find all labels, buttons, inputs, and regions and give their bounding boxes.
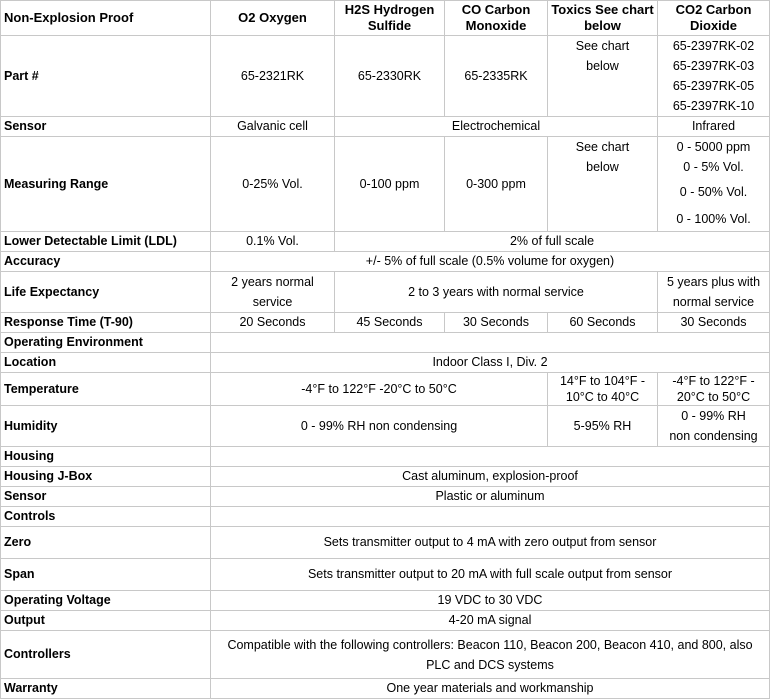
row-housing-jbox: [1, 467, 770, 487]
cell-value: 65-2321RK: [211, 36, 335, 117]
row-span: [1, 559, 770, 591]
text-line: -4°F to 122°F -: [672, 374, 755, 388]
row-label: Output: [1, 611, 211, 631]
row-accuracy: [1, 252, 770, 272]
row-ldl: [1, 232, 770, 252]
cell-value: 0 - 99% RH non condensing: [211, 406, 548, 447]
row-label: Warranty: [1, 679, 211, 699]
row-label: Sensor: [1, 487, 211, 507]
cell-value: [658, 137, 770, 232]
cell-value: -4°F to 122°F -20°C to 50°C: [211, 373, 548, 406]
row-location: [1, 353, 770, 373]
cell-value: 19 VDC to 30 VDC: [211, 591, 770, 611]
text-line: 0 - 100% Vol.: [676, 212, 751, 226]
cell-value: [211, 631, 770, 679]
cell-value: 45 Seconds: [335, 313, 445, 333]
cell-value: 60 Seconds: [548, 313, 658, 333]
section-controls: [1, 507, 770, 527]
row-label: Span: [1, 559, 211, 591]
cell-value: Cast aluminum, explosion-proof: [211, 467, 770, 487]
cell-value: 65-2330RK: [335, 36, 445, 117]
col-header-o2: O2 Oxygen: [211, 1, 335, 36]
cell-value: 4-20 mA signal: [211, 611, 770, 631]
text-line: service: [252, 295, 293, 309]
text-line: 2 years normal: [231, 275, 314, 289]
row-label: Zero: [1, 527, 211, 559]
cell-value: Indoor Class I, Div. 2: [211, 353, 770, 373]
col-header-h2s: H2S Hydrogen Sulfide: [335, 1, 445, 36]
section-label: Controls: [1, 507, 211, 527]
text-line: 10°C to 40°C: [565, 390, 640, 404]
text-line: 5 years plus with: [666, 275, 761, 289]
row-sensor: [1, 117, 770, 137]
cell-value: Infrared: [658, 117, 770, 137]
cell-value: Sets transmitter output to 4 mA with zero output from sensor: [211, 527, 770, 559]
row-housing-sensor: [1, 487, 770, 507]
text-line: 0 - 5% Vol.: [683, 160, 744, 174]
row-operating-voltage: [1, 591, 770, 611]
section-label: Housing: [1, 447, 211, 467]
row-controllers: [1, 631, 770, 679]
row-label: Location: [1, 353, 211, 373]
row-label: Accuracy: [1, 252, 211, 272]
section-operating-environment: [1, 333, 770, 353]
row-label: Lower Detectable Limit (LDL): [1, 232, 211, 252]
cell-value: 0.1% Vol.: [211, 232, 335, 252]
cell-value: Galvanic cell: [211, 117, 335, 137]
cell-value: Sets transmitter output to 20 mA with full scale output from sensor: [211, 559, 770, 591]
section-housing: [1, 447, 770, 467]
row-output: [1, 611, 770, 631]
empty-cell: [211, 507, 770, 527]
text-line: normal service: [672, 295, 755, 309]
cell-value: [658, 373, 770, 406]
row-part-number: [1, 36, 770, 117]
cell-value: Plastic or aluminum: [211, 487, 770, 507]
row-label: Life Expectancy: [1, 272, 211, 313]
row-label: Housing J-Box: [1, 467, 211, 487]
text-line: 14°F to 104°F -: [559, 374, 646, 388]
cell-value: 30 Seconds: [445, 313, 548, 333]
text-line: 0 - 50% Vol.: [679, 185, 748, 199]
table-title: Non-Explosion Proof: [1, 1, 211, 36]
cell-value: 30 Seconds: [658, 313, 770, 333]
row-zero: [1, 527, 770, 559]
cell-value: [211, 272, 335, 313]
header-row: [1, 1, 770, 36]
cell-value: 5-95% RH: [548, 406, 658, 447]
cell-value: 0-300 ppm: [445, 137, 548, 232]
cell-value: [658, 406, 770, 447]
row-label: Response Time (T-90): [1, 313, 211, 333]
empty-cell: [211, 447, 770, 467]
text-line: Compatible with the following controllers: Beacon 110, Beacon 200, Beacon 410, and 800, also: [227, 637, 753, 652]
row-life-expectancy: [1, 272, 770, 313]
text-line: See chart: [575, 39, 630, 53]
section-label: Operating Environment: [1, 333, 211, 353]
cell-value: 65-2335RK: [445, 36, 548, 117]
row-label: Operating Voltage: [1, 591, 211, 611]
text-line: 65-2397RK-05: [672, 79, 755, 93]
cell-value: [548, 137, 658, 232]
text-line: 0 - 99% RH: [681, 409, 746, 423]
text-line: below: [586, 160, 619, 174]
row-label: Humidity: [1, 406, 211, 447]
text-line: 65-2397RK-10: [672, 99, 755, 113]
col-header-co: CO Carbon Monoxide: [445, 1, 548, 36]
col-header-co2: CO2 Carbon Dioxide: [658, 1, 770, 36]
cell-value: One year materials and workmanship: [211, 679, 770, 699]
text-line: non condensing: [669, 429, 758, 443]
row-temperature: [1, 373, 770, 406]
cell-value: [548, 36, 658, 117]
cell-value: 2% of full scale: [335, 232, 770, 252]
cell-value: 0-25% Vol.: [211, 137, 335, 232]
row-warranty: [1, 679, 770, 699]
cell-value: 2 to 3 years with normal service: [335, 272, 658, 313]
text-line: 20°C to 50°C: [676, 390, 751, 404]
cell-value: Electrochemical: [335, 117, 658, 137]
cell-value: 0-100 ppm: [335, 137, 445, 232]
text-line: 65-2397RK-03: [672, 59, 755, 73]
row-response-time: [1, 313, 770, 333]
text-line: See chart: [575, 140, 630, 154]
row-label: Part #: [1, 36, 211, 117]
text-line: below: [586, 59, 619, 73]
cell-value: [658, 272, 770, 313]
text-line: 0 - 5000 ppm: [676, 140, 751, 154]
text-line: 65-2397RK-02: [672, 39, 755, 53]
col-header-toxics: Toxics See chart below: [548, 1, 658, 36]
row-label: Measuring Range: [1, 137, 211, 232]
cell-value: [548, 373, 658, 406]
cell-value: +/- 5% of full scale (0.5% volume for oxygen): [211, 252, 770, 272]
row-measuring-range: [1, 137, 770, 232]
row-label: Controllers: [1, 631, 211, 679]
cell-value: 20 Seconds: [211, 313, 335, 333]
cell-value: [658, 36, 770, 117]
row-label: Sensor: [1, 117, 211, 137]
text-line: PLC and DCS systems: [426, 657, 554, 672]
row-label: Temperature: [1, 373, 211, 406]
empty-cell: [211, 333, 770, 353]
row-humidity: [1, 406, 770, 447]
